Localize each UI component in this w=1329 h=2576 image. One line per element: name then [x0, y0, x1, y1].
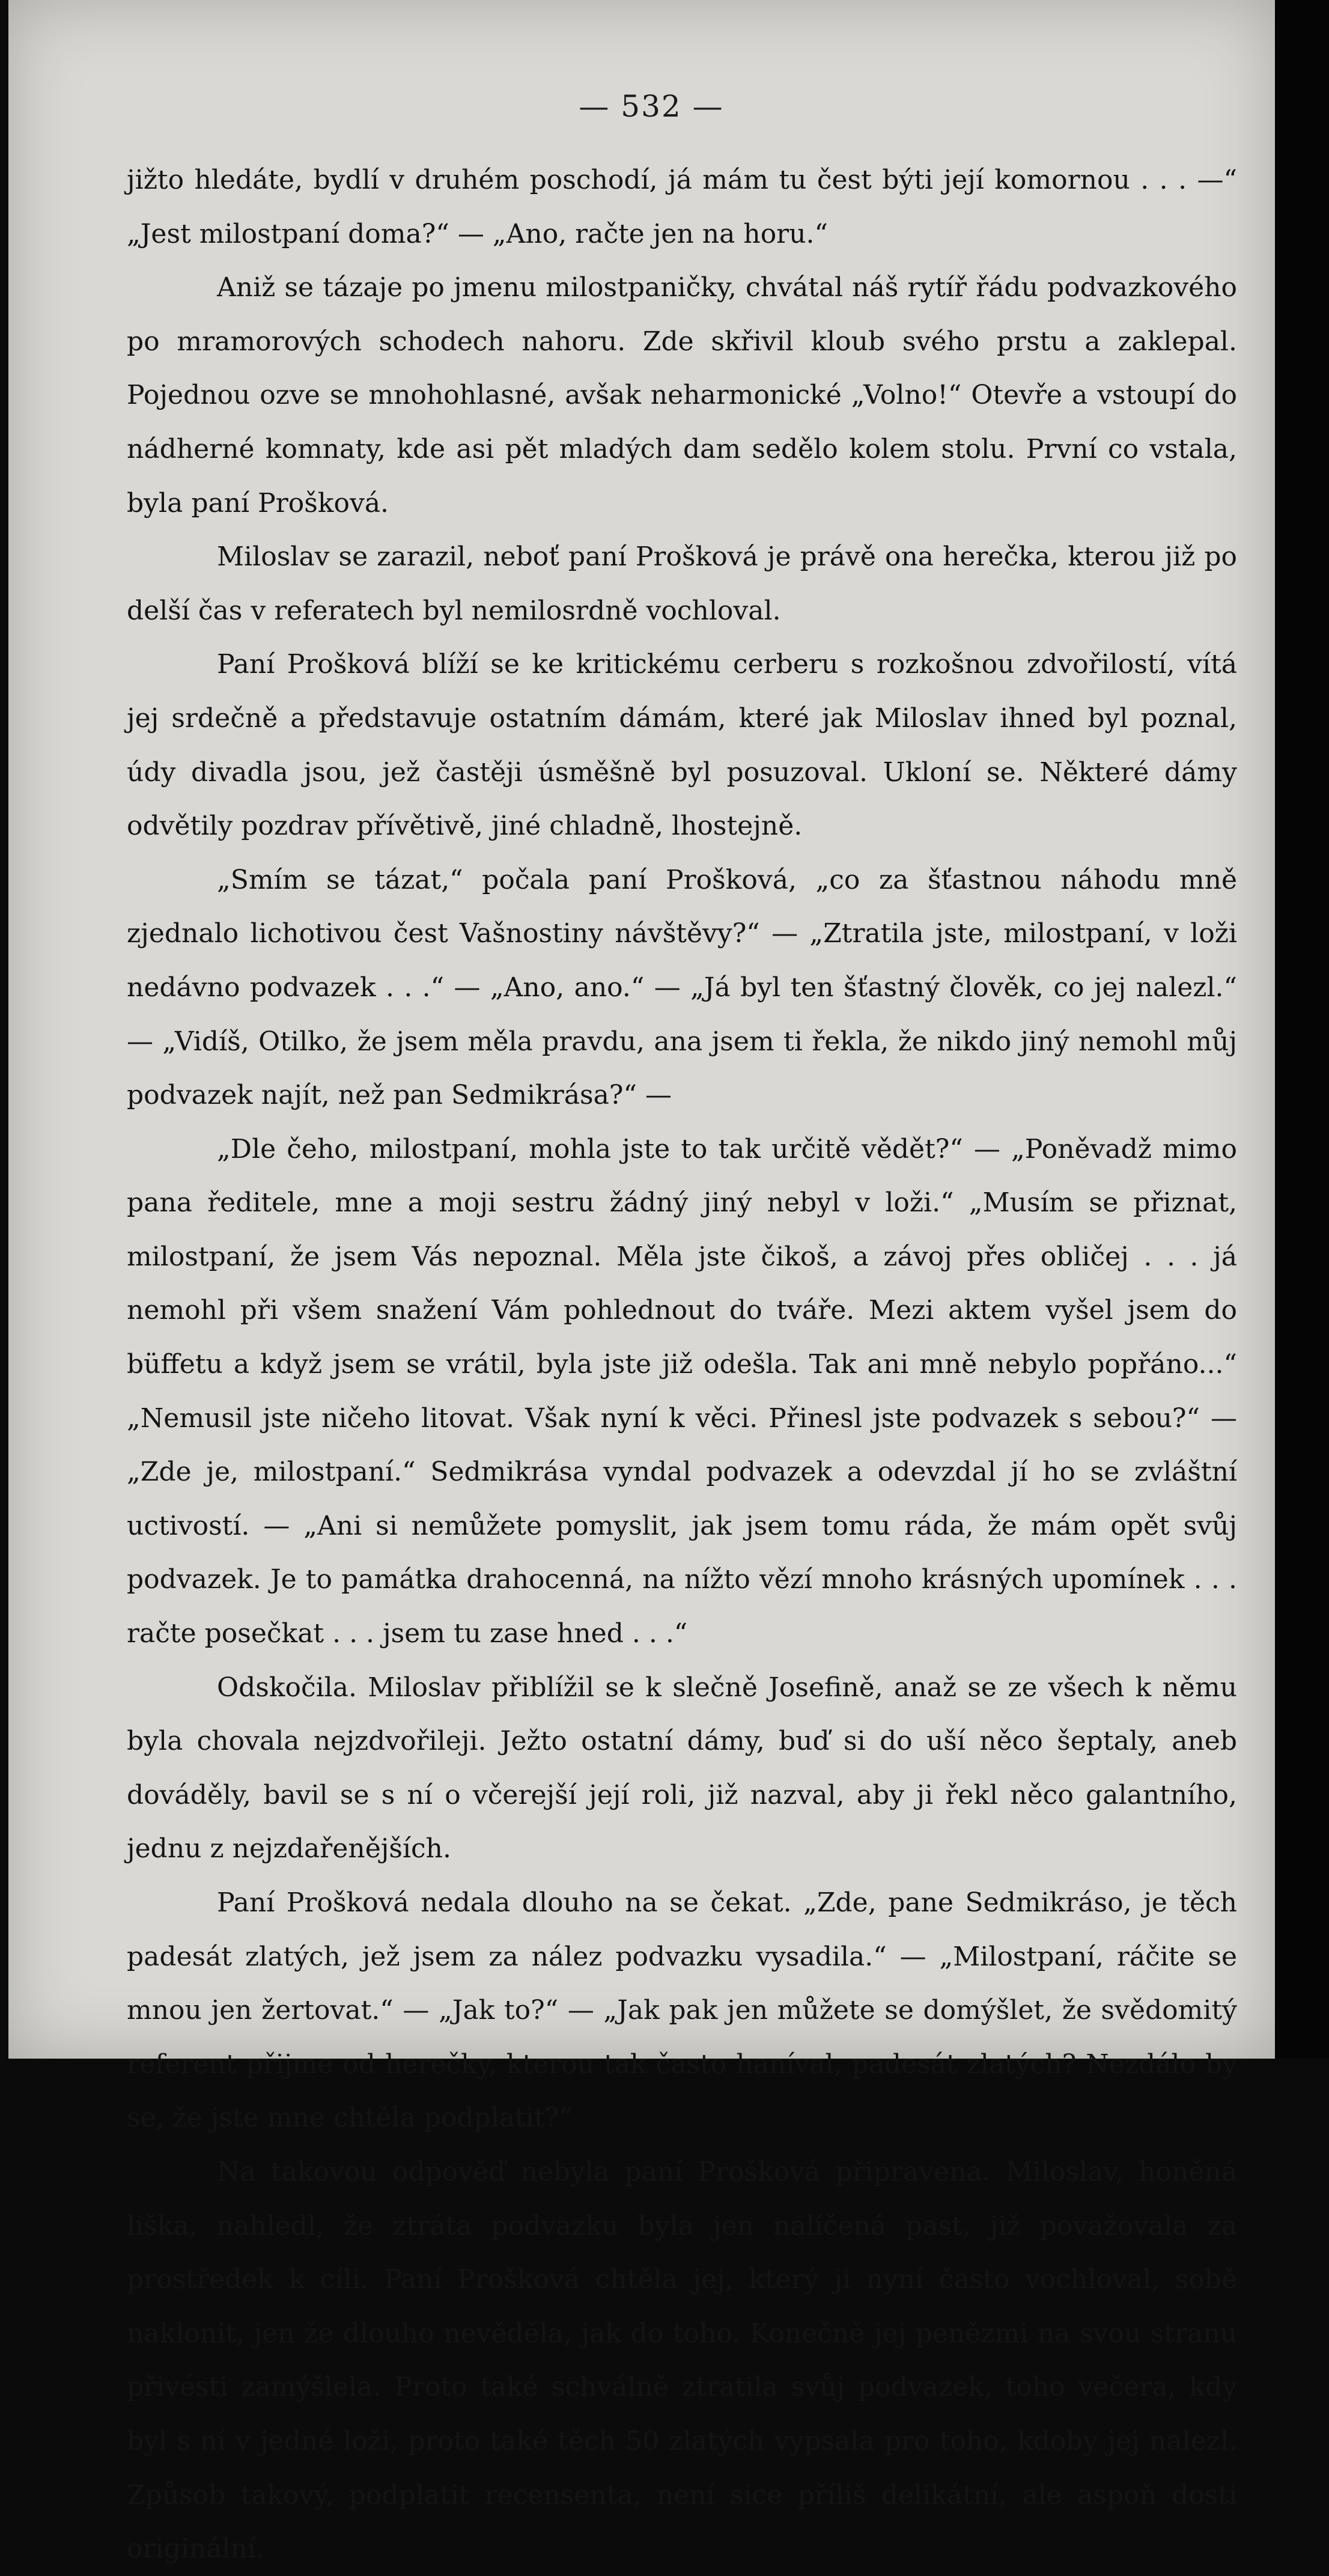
- scan-dark-edge: [1275, 0, 1329, 2059]
- paragraph: „Smím se tázat,“ počala paní Prošková, „co za šťastnou náhodu mně zjednalo lichotivou čest Vašnostiny návštěvy?“ — „Ztratila jste, milostpaní, v loži nedávno podvazek . . .“ — „Ano, ano.“ — „Já byl ten šťastný člověk, co jej nalezl.“ — „Vidíš, Otilko, že jsem měla pravdu, ana jsem ti řekla, že nikdo jiný nemohl můj podvazek najít, než pan Sedmikrása?“ —: [127, 864, 1237, 1111]
- paragraph: „Dle čeho, milostpaní, mohla jste to tak určitě vědět?“ — „Poněvadž mimo pana ředitele, mne a moji sestru žádný jiný nebyl v loži.“ „Musím se přiznat, milostpaní, že jsem Vás nepoznal. Měla jste čikoš, a závoj přes obličej . . . já nemohl při všem snažení Vám pohlednout do tváře. Mezi aktem vyšel jsem do büffetu a když jsem se vrátil, byla jste již odešla. Tak ani mně nebylo popřáno...“ „Nemusil jste ničeho litovat. Však nyní k věci. Přinesl jste podvazek s sebou?“ — „Zde je, milostpaní.“ Sedmikrása vyndal podvazek a odevzdal jí ho se zvláštní uctivostí. — „Ani si nemůžete pomyslit, jak jsem tomu ráda, že mám opět svůj podvazek. Je to památka drahocenná, na nížto vězí mnoho krásných upomínek . . . račte posečkat . . . jsem tu zase hned . . .“: [127, 1133, 1237, 1649]
- paragraph: jižto hledáte, bydlí v druhém poschodí, já mám tu čest býti její komornou . . . —“ „Jest milostpaní doma?“ — „Ano, račte jen na horu.“: [127, 165, 1237, 249]
- paragraph: Miloslav se zarazil, neboť paní Prošková je právě ona herečka, kterou již po delší čas v referatech byl nemilosrdně vochloval.: [127, 541, 1237, 626]
- paragraph: Paní Prošková blíží se ke kritickému cerberu s rozkošnou zdvořilostí, vítá jej srdečně a představuje ostatním dámám, které jak Miloslav ihned byl poznal, údy divadla jsou, jež častěji úsměšně byl posuzoval. Ukloní se. Některé dámy odvětily pozdrav přívětivě, jiné chladně, lhostejně.: [127, 649, 1237, 842]
- book-page: [8, 0, 1275, 2565]
- paragraph: Na takovou odpověď nebyla paní Prošková připravena. Miloslav, honěná liška, nahledl, že ztráta podvazku byla jen nalíčená past, již považovala za prostředek k cíli. Paní Prošková chtěla jej, který ji nyní často vochloval, sobě naklonit, jen že dlouho nevěděla, jak do toho. Konečně jej penězmi na svou stranu přivésti zamýšlela. Proto také schválně ztratila svůj podvazek, toho večera, kdy byl s ní v jedné loži, proto také těch 50 zlatých vypsala pro toho, kdoby jej nalezl. Způsob takový, podplatit recensenta, není sice příliš delikátní, ale aspoň dosti originální.: [127, 2156, 1237, 2565]
- paragraph: Aniž se tázaje po jmenu milostpaničky, chvátal náš rytíř řádu podvazkového po mramorových schodech nahoru. Zde skřivil kloub svého prstu a zaklepal. Pojednou ozve se mnohohlasné, avšak neharmonické „Volno!“ Otevře a vstoupí do nádherné komnaty, kde asi pět mladých dam sedělo kolem stolu. První co vstala, byla paní Prošková.: [127, 272, 1237, 519]
- body-text: [127, 153, 1237, 2576]
- paragraph: Odskočila. Miloslav přiblížil se k slečně Josefině, anaž se ze všech k němu byla chovala nejzdvořileji. Ježto ostatní dámy, buď si do uší něco šeptaly, aneb dováděly, bavil se s ní o včerejší její roli, již nazval, aby ji řekl něco galantního, jednu z nejzdařenějších.: [127, 1672, 1237, 1865]
- paragraph: Paní Prošková nedala dlouho na se čekat. „Zde, pane Sedmikráso, je těch padesát zlatých, jež jsem za nález podvazku vysadila.“ — „Milostpaní, ráčite se mnou jen žertovat.“ — „Jak to?“ — „Jak pak jen můžete se domýšlet, že svědomitý referent přijme od herečky, kterou tak často haníval, padesát zlatých? Nezdálo by se, že jste mne chtěla podplatit?“: [127, 1887, 1237, 2134]
- page-number: — 532 —: [579, 89, 724, 124]
